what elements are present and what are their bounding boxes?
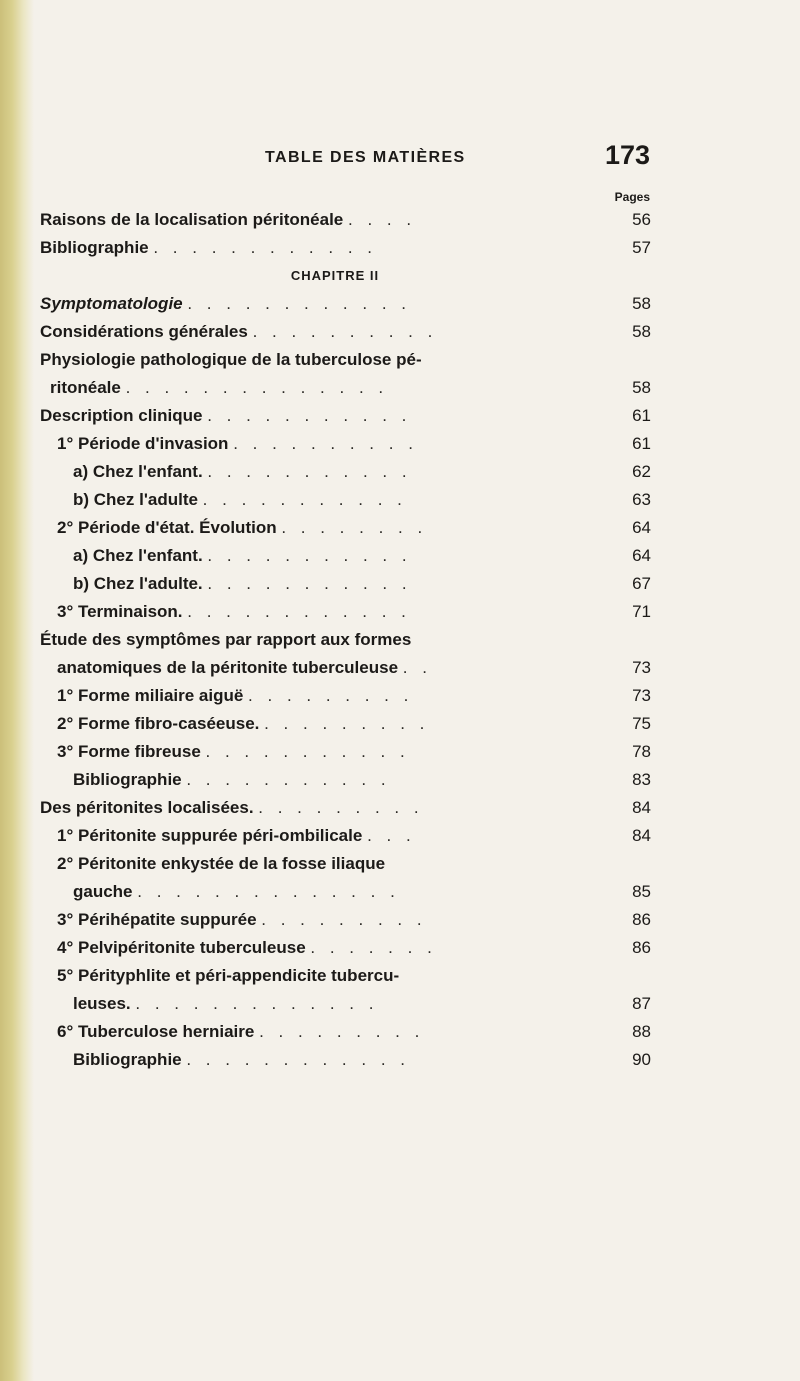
entry-page-number: 73 — [615, 654, 651, 682]
toc-entry[interactable]: 2° Péritonite enkystée de la fosse iliaque — [57, 854, 386, 873]
entry-page-number: 64 — [615, 542, 651, 570]
entry-page-number: 85 — [615, 878, 651, 906]
entry-page-number: 61 — [615, 402, 651, 430]
toc-entry-continuation[interactable]: anatomiques de la péritonite tuberculeuse . . 73 — [57, 654, 651, 682]
entry-page-number: 57 — [615, 234, 651, 262]
toc-entry[interactable]: 1° Période d'invasion . . . . . . . . . . 61 — [57, 430, 651, 458]
entry-page-number: 90 — [615, 1046, 651, 1074]
entry-page-number: 56 — [615, 206, 651, 234]
entry-page-number: 86 — [615, 906, 651, 934]
entry-page-number: 58 — [615, 318, 651, 346]
toc-entry[interactable]: Des péritonites localisées. . . . . . . . . . 84 — [40, 794, 651, 822]
toc-entry[interactable]: Symptomatologie . . . . . . . . . . . . 58 — [40, 290, 651, 318]
toc-entry[interactable]: 6° Tuberculose herniaire . . . . . . . . . 88 — [57, 1018, 651, 1046]
toc-entry-continuation[interactable]: ritonéale . . . . . . . . . . . . . . 58 — [50, 374, 651, 402]
toc-entry[interactable]: 3° Forme fibreuse . . . . . . . . . . . 78 — [57, 738, 651, 766]
toc-entry[interactable]: Bibliographie . . . . . . . . . . . . 57 — [40, 234, 651, 262]
toc-entry[interactable]: Étude des symptômes par rapport aux formes — [40, 630, 412, 649]
entry-page-number: 84 — [615, 794, 651, 822]
toc-entry[interactable]: 1° Forme miliaire aiguë . . . . . . . . . 73 — [57, 682, 651, 710]
toc-entry[interactable]: Description clinique . . . . . . . . . . . 61 — [40, 402, 651, 430]
toc-entry[interactable]: Considérations générales . . . . . . . . . . 58 — [40, 318, 651, 346]
toc-entry[interactable]: 2° Forme fibro-caséeuse. . . . . . . . . . 75 — [57, 710, 651, 738]
entry-page-number: 62 — [615, 458, 651, 486]
entry-page-number: 73 — [615, 682, 651, 710]
page-number: 173 — [604, 140, 650, 170]
page-header — [265, 140, 650, 180]
toc-entry[interactable]: b) Chez l'adulte . . . . . . . . . . . 63 — [73, 486, 651, 514]
entry-page-number: 58 — [615, 290, 651, 318]
toc-entry[interactable]: 2° Période d'état. Évolution . . . . . . . . 64 — [57, 514, 651, 542]
entry-page-number: 75 — [615, 710, 651, 738]
toc-entry[interactable]: b) Chez l'adulte. . . . . . . . . . . . 67 — [73, 570, 651, 598]
toc-entry[interactable]: 5° Pérityphlite et péri-appendicite tubercu- — [57, 966, 400, 985]
entry-page-number: 67 — [615, 570, 651, 598]
entry-page-number: 71 — [615, 598, 651, 626]
toc-entry-continuation[interactable]: leuses. . . . . . . . . . . . . . 87 — [73, 990, 651, 1018]
toc-entry[interactable]: Bibliographie . . . . . . . . . . . . 90 — [73, 1046, 651, 1074]
toc-entry[interactable]: Physiologie pathologique de la tuberculose pé- — [40, 350, 422, 369]
toc-entry[interactable]: Bibliographie . . . . . . . . . . . 83 — [73, 766, 651, 794]
toc-entry[interactable]: 3° Périhépatite suppurée . . . . . . . . . 86 — [57, 906, 651, 934]
toc-entry-continuation[interactable]: gauche . . . . . . . . . . . . . . 85 — [73, 878, 651, 906]
entry-page-number: 78 — [615, 738, 651, 766]
entry-page-number: 87 — [615, 990, 651, 1018]
entry-page-number: 61 — [615, 430, 651, 458]
pages-column-label: Pages — [614, 190, 650, 204]
entry-page-number: 64 — [615, 514, 651, 542]
entry-page-number: 86 — [615, 934, 651, 962]
toc-entry[interactable]: 4° Pelvipéritonite tuberculeuse . . . . . . . 86 — [57, 934, 651, 962]
toc-entry[interactable]: a) Chez l'enfant. . . . . . . . . . . . 62 — [73, 458, 651, 486]
entry-page-number: 84 — [615, 822, 651, 850]
toc-entry[interactable]: a) Chez l'enfant. . . . . . . . . . . . 64 — [73, 542, 651, 570]
toc-entry[interactable]: 3° Terminaison. . . . . . . . . . . . . 71 — [57, 598, 651, 626]
entry-page-number: 58 — [615, 374, 651, 402]
toc-entry[interactable]: 1° Péritonite suppurée péri-ombilicale . . . 84 — [57, 822, 651, 850]
chapter-heading: CHAPITRE II — [290, 268, 380, 283]
entry-page-number: 88 — [615, 1018, 651, 1046]
toc-entry[interactable]: Raisons de la localisation péritonéale . . . . 56 — [40, 206, 651, 234]
entry-page-number: 63 — [615, 486, 651, 514]
running-title: TABLE DES MATIÈRES — [265, 149, 466, 166]
entry-page-number: 83 — [615, 766, 651, 794]
